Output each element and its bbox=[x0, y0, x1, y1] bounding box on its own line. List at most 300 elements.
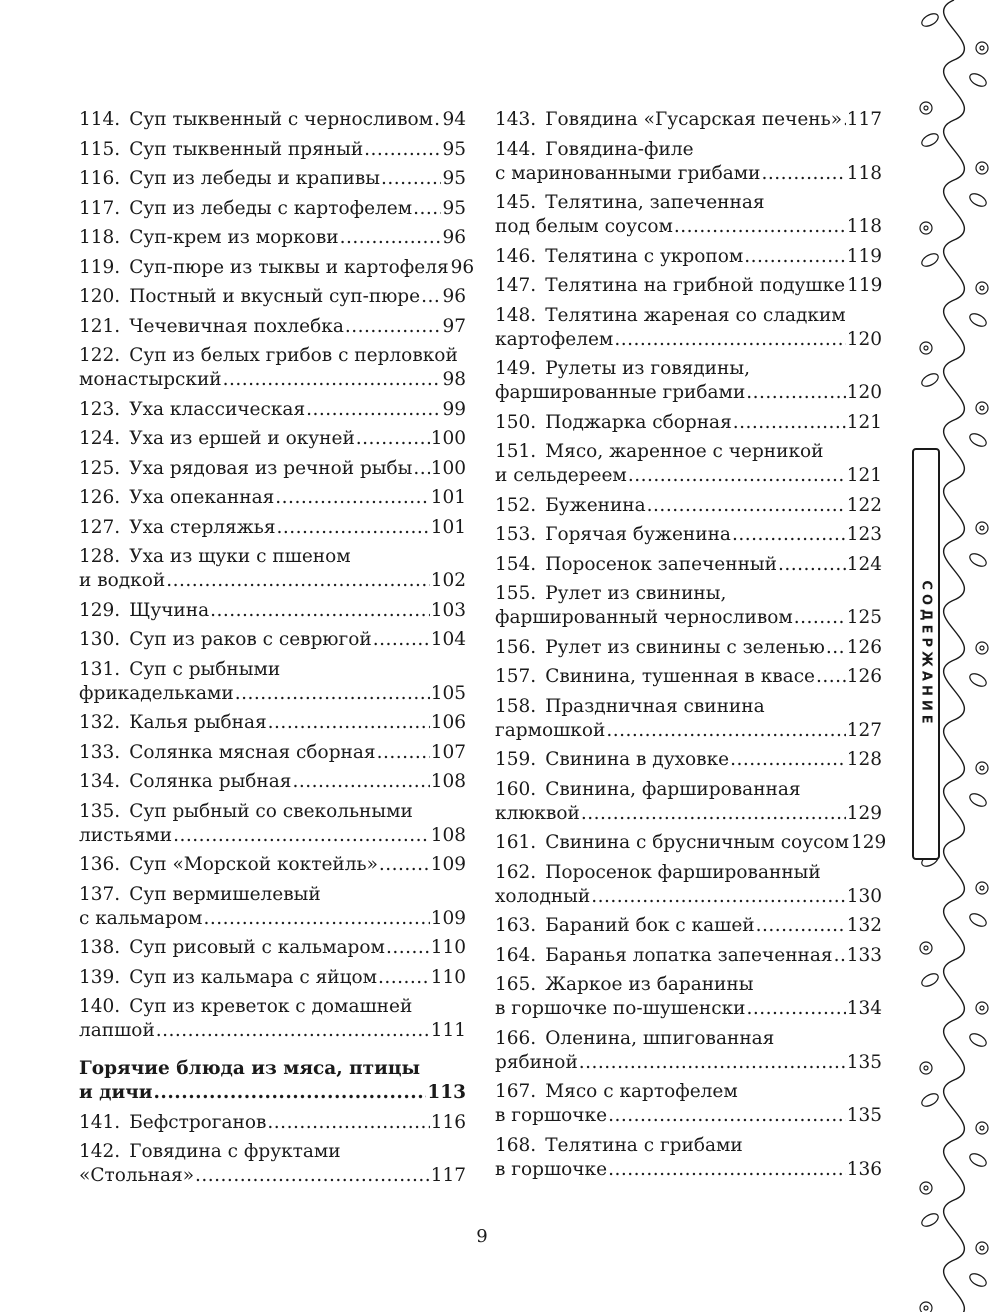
entry-title: Свинина с брусничным соусом bbox=[545, 832, 849, 853]
entry-title: Рулет из свинины с зеленью bbox=[545, 636, 825, 658]
toc-entry bbox=[79, 138, 466, 162]
entry-page: 95 bbox=[442, 168, 466, 189]
entry-page: 99 bbox=[442, 398, 466, 420]
dot-leader bbox=[223, 368, 442, 392]
toc-entry bbox=[495, 245, 882, 269]
entry-title: фаршированный черносливом bbox=[495, 607, 793, 628]
entry-number: 117. bbox=[79, 197, 121, 219]
toc-entry bbox=[79, 711, 466, 735]
entry-title: Мясо, жаренное с черникой bbox=[545, 441, 824, 462]
dot-leader bbox=[843, 108, 846, 132]
entry-number: 115. bbox=[79, 138, 121, 160]
dot-leader bbox=[195, 1164, 430, 1188]
dot-leader bbox=[413, 457, 429, 481]
entry-title: монастырский bbox=[79, 369, 222, 390]
entry-page: 96 bbox=[450, 256, 475, 278]
entry-number: 167. bbox=[495, 1081, 537, 1102]
entry-number: 138. bbox=[79, 937, 121, 958]
entry-page: 98 bbox=[442, 369, 466, 390]
entry-number: 123. bbox=[79, 398, 121, 420]
toc-entry bbox=[495, 1134, 882, 1182]
dot-leader bbox=[421, 285, 441, 309]
entry-number: 154. bbox=[495, 553, 537, 575]
entry-title: Поросенок фаршированный bbox=[545, 861, 821, 883]
entry-page: 118 bbox=[846, 216, 882, 237]
entry-page: 123 bbox=[846, 524, 882, 545]
entry-title: Суп из креветок с домашней bbox=[129, 996, 413, 1017]
entry-title: и водкой bbox=[79, 570, 166, 591]
toc-entry bbox=[495, 523, 882, 547]
entry-page: 119 bbox=[846, 245, 882, 267]
entry-page: 104 bbox=[430, 629, 466, 650]
dot-leader bbox=[267, 1111, 429, 1135]
toc-entry bbox=[79, 545, 466, 593]
entry-title: с кальмаром bbox=[79, 907, 203, 929]
entry-page: 134 bbox=[846, 998, 882, 1019]
entry-number: 129. bbox=[79, 599, 121, 621]
entry-number: 158. bbox=[495, 695, 537, 717]
section-tab-label: СОДЕРЖАНИЕ bbox=[918, 580, 934, 728]
entry-page: 126 bbox=[846, 666, 882, 687]
entry-title: гармошкой bbox=[495, 719, 606, 741]
dot-leader bbox=[826, 636, 846, 660]
entry-number: 159. bbox=[495, 749, 537, 770]
entry-title: Телятина с грибами bbox=[545, 1134, 743, 1156]
toc-entry bbox=[495, 861, 882, 909]
entry-title: Суп рисовый с кальмаром bbox=[129, 937, 385, 958]
toc-entry bbox=[79, 853, 466, 877]
toc-entry bbox=[79, 1111, 466, 1135]
entry-page: 94 bbox=[442, 109, 466, 130]
entry-number: 134. bbox=[79, 771, 121, 792]
entry-title: Уха рядовая из речной рыбы bbox=[129, 457, 413, 479]
dot-leader bbox=[210, 599, 430, 623]
toc-entry bbox=[495, 944, 882, 968]
entry-page: 111 bbox=[430, 1020, 466, 1041]
entry-page: 117 bbox=[430, 1165, 466, 1186]
entry-title: с маринованными грибами bbox=[495, 162, 761, 184]
entry-page: 100 bbox=[430, 457, 466, 479]
entry-title: Горячие блюда из мяса, птицы bbox=[79, 1058, 421, 1079]
entry-number: 136. bbox=[79, 854, 121, 875]
entry-page: 122 bbox=[846, 494, 882, 516]
toc-entry bbox=[495, 973, 882, 1021]
entry-page: 121 bbox=[846, 465, 882, 486]
entry-number: 125. bbox=[79, 457, 121, 479]
entry-page: 121 bbox=[846, 411, 882, 433]
entry-title: холодный bbox=[495, 885, 591, 907]
entry-title: лапшой bbox=[79, 1020, 155, 1041]
toc-entry bbox=[79, 226, 466, 250]
toc-entry bbox=[495, 191, 882, 239]
entry-number: 120. bbox=[79, 286, 121, 307]
dot-leader bbox=[581, 802, 846, 826]
entry-number: 132. bbox=[79, 712, 121, 733]
entry-page: 132 bbox=[846, 915, 882, 936]
toc-entry bbox=[495, 440, 882, 488]
entry-page: 126 bbox=[846, 636, 882, 658]
section-tab bbox=[912, 448, 940, 860]
entry-title: Свинина, фаршированная bbox=[545, 778, 801, 800]
dot-leader bbox=[608, 1158, 846, 1182]
dot-leader bbox=[647, 494, 846, 518]
entry-page: 95 bbox=[442, 138, 466, 160]
dot-leader bbox=[730, 748, 846, 772]
entry-title: Говядина с фруктами bbox=[129, 1141, 341, 1162]
entry-page: 108 bbox=[430, 824, 466, 846]
entry-title: и дичи bbox=[79, 1082, 153, 1103]
toc-entry bbox=[79, 883, 466, 931]
entry-title: Уха из щуки с пшеном bbox=[129, 546, 351, 567]
entry-title: Уха опеканная bbox=[129, 487, 275, 508]
toc-entry bbox=[79, 599, 466, 623]
entry-page: 106 bbox=[430, 712, 466, 733]
entry-number: 149. bbox=[495, 358, 537, 379]
toc-entry bbox=[495, 304, 882, 352]
toc-entry bbox=[79, 398, 466, 422]
entry-number: 164. bbox=[495, 944, 537, 966]
toc-entry bbox=[79, 516, 466, 540]
dot-leader bbox=[434, 108, 441, 132]
entry-page: 101 bbox=[430, 516, 466, 538]
entry-title: Жаркое из баранины bbox=[545, 974, 754, 995]
entry-title: Свинина, тушенная в квасе bbox=[545, 666, 816, 687]
entry-number: 130. bbox=[79, 629, 121, 650]
dot-leader bbox=[733, 411, 846, 435]
toc-entry bbox=[79, 658, 466, 706]
entry-number: 150. bbox=[495, 411, 537, 433]
toc-entry bbox=[495, 108, 882, 132]
toc-entry bbox=[495, 553, 882, 577]
entry-title: фрикадельками bbox=[79, 682, 234, 704]
entry-title: Суп-крем из моркови bbox=[129, 227, 339, 248]
entry-page: 102 bbox=[430, 570, 466, 591]
entry-number: 124. bbox=[79, 428, 121, 449]
dot-leader bbox=[345, 315, 442, 339]
dot-leader bbox=[614, 328, 845, 352]
entry-page: 119 bbox=[847, 275, 883, 296]
entry-title: Суп из лебеды с картофелем bbox=[129, 197, 413, 219]
dot-leader bbox=[173, 824, 430, 848]
dot-leader bbox=[746, 381, 845, 405]
toc-entry bbox=[79, 966, 466, 990]
entry-page: 117 bbox=[846, 109, 882, 130]
entry-title: Суп из кальмара с яйцом bbox=[129, 966, 378, 988]
entry-title: Говядина «Гусарская печень» bbox=[545, 109, 843, 130]
entry-number: 147. bbox=[495, 275, 537, 296]
entry-number: 141. bbox=[79, 1111, 121, 1133]
entry-page: 110 bbox=[430, 937, 466, 958]
dot-leader bbox=[166, 569, 430, 593]
entry-number: 137. bbox=[79, 883, 121, 905]
dot-leader bbox=[794, 606, 846, 630]
dot-leader bbox=[377, 741, 430, 765]
entry-title: Суп с рыбными bbox=[129, 658, 281, 680]
dot-leader bbox=[778, 553, 846, 577]
toc-entry bbox=[79, 936, 466, 960]
entry-title: в горшочке bbox=[495, 1105, 608, 1126]
entry-number: 153. bbox=[495, 524, 537, 545]
entry-page: 127 bbox=[846, 719, 882, 741]
toc-entry bbox=[495, 274, 882, 298]
entry-number: 166. bbox=[495, 1027, 537, 1049]
entry-page: 105 bbox=[430, 682, 466, 704]
entry-number: 119. bbox=[79, 256, 121, 278]
entry-page: 124 bbox=[846, 553, 882, 575]
entry-number: 151. bbox=[495, 441, 537, 462]
dot-leader bbox=[756, 914, 846, 938]
entry-page: 108 bbox=[430, 771, 466, 792]
dot-leader bbox=[591, 885, 845, 909]
entry-number: 162. bbox=[495, 861, 537, 883]
dot-leader bbox=[606, 719, 845, 743]
entry-title: Суп тыквенный с черносливом bbox=[129, 109, 434, 130]
dot-leader bbox=[732, 523, 846, 547]
entry-number: 122. bbox=[79, 345, 121, 366]
entry-number: 140. bbox=[79, 996, 121, 1017]
entry-title: Суп из белых грибов с перловкой bbox=[129, 345, 458, 366]
entry-number: 133. bbox=[79, 741, 121, 763]
entry-title: Суп-пюре из тыквы и картофеля bbox=[129, 256, 449, 278]
dot-leader bbox=[306, 398, 441, 422]
entry-number: 116. bbox=[79, 168, 121, 189]
entry-page: 133 bbox=[846, 944, 882, 966]
toc-entry bbox=[495, 1027, 882, 1075]
dot-leader bbox=[816, 665, 846, 689]
toc-entry bbox=[79, 800, 466, 848]
entry-title: фаршированные грибами bbox=[495, 382, 746, 403]
toc-entry bbox=[79, 741, 466, 765]
dot-leader bbox=[364, 138, 441, 162]
dot-leader bbox=[628, 464, 846, 488]
entry-title: Поросенок запеченный bbox=[545, 553, 777, 575]
entry-number: 114. bbox=[79, 109, 121, 130]
toc-entry bbox=[79, 457, 466, 481]
entry-title: Уха стерляжья bbox=[129, 516, 276, 538]
toc-entry bbox=[79, 256, 475, 280]
entry-number: 146. bbox=[495, 245, 537, 267]
dot-leader bbox=[378, 966, 430, 990]
entry-page: 109 bbox=[430, 907, 466, 929]
entry-title: Оленина, шпигованная bbox=[545, 1027, 775, 1049]
entry-number: 126. bbox=[79, 487, 121, 508]
entry-number: 118. bbox=[79, 227, 121, 248]
entry-title: Уха классическая bbox=[129, 398, 306, 420]
entry-title: в горшочке по-шушенски bbox=[495, 998, 746, 1019]
dot-leader bbox=[153, 1081, 426, 1105]
entry-number: 155. bbox=[495, 583, 537, 604]
entry-page: 135 bbox=[846, 1051, 882, 1073]
entry-title: Рулеты из говядины, bbox=[545, 358, 750, 379]
entry-page: 107 bbox=[430, 741, 466, 763]
entry-page: 116 bbox=[430, 1111, 466, 1133]
entry-page: 135 bbox=[846, 1105, 882, 1126]
toc-left-column bbox=[79, 108, 475, 1194]
entry-page: 100 bbox=[430, 428, 466, 449]
entry-number: 128. bbox=[79, 546, 121, 567]
dot-leader bbox=[268, 711, 430, 735]
toc-entry bbox=[79, 486, 466, 510]
dot-leader bbox=[386, 936, 430, 960]
entry-page: 118 bbox=[846, 162, 882, 184]
entry-page: 97 bbox=[442, 315, 466, 337]
entry-title: «Стольная» bbox=[79, 1165, 195, 1186]
dot-leader bbox=[379, 853, 430, 877]
entry-page: 129 bbox=[850, 832, 887, 853]
entry-page: 113 bbox=[427, 1082, 466, 1103]
entry-title: Суп из лебеды и крапивы bbox=[129, 168, 380, 189]
entry-number: 165. bbox=[495, 974, 537, 995]
dot-leader bbox=[292, 770, 429, 794]
dot-leader bbox=[340, 226, 442, 250]
entry-page: 125 bbox=[846, 607, 882, 628]
entry-title: Телятина на грибной подушке bbox=[545, 275, 846, 296]
entry-number: 127. bbox=[79, 516, 121, 538]
entry-title: Поджарка сборная bbox=[545, 411, 732, 433]
dot-leader bbox=[674, 215, 846, 239]
entry-title: Телятина, запеченная bbox=[545, 192, 765, 213]
entry-title: Чечевичная похлебка bbox=[129, 315, 344, 337]
entry-title: Буженина bbox=[545, 494, 646, 516]
entry-title: Баранья лопатка запеченная bbox=[545, 944, 833, 966]
entry-title: Рулет из свинины, bbox=[545, 583, 727, 604]
entry-number: 168. bbox=[495, 1134, 537, 1156]
entry-title: Телятина с укропом bbox=[545, 245, 744, 267]
section-heading bbox=[79, 1057, 466, 1105]
entry-title: картофелем bbox=[495, 328, 614, 350]
toc-entry bbox=[79, 995, 466, 1043]
toc-entry bbox=[495, 778, 882, 826]
entry-page: 130 bbox=[846, 885, 882, 907]
entry-number: 163. bbox=[495, 915, 537, 936]
entry-page: 120 bbox=[846, 328, 882, 350]
entry-page: 103 bbox=[430, 599, 466, 621]
entry-title: Уха из ершей и окуней bbox=[129, 428, 355, 449]
entry-title: Суп тыквенный пряный bbox=[129, 138, 364, 160]
toc-entry bbox=[79, 628, 466, 652]
toc-entry bbox=[79, 315, 466, 339]
entry-title: Суп вермишелевый bbox=[129, 883, 321, 905]
dot-leader bbox=[356, 427, 430, 451]
dot-leader bbox=[746, 997, 845, 1021]
entry-title: Бефстроганов bbox=[129, 1111, 267, 1133]
entry-title: под белым соусом bbox=[495, 216, 673, 237]
entry-title: Бараний бок с кашей bbox=[545, 915, 755, 936]
entry-number: 160. bbox=[495, 778, 537, 800]
toc-entry bbox=[79, 1140, 466, 1188]
entry-number: 121. bbox=[79, 315, 121, 337]
entry-page: 129 bbox=[846, 802, 882, 824]
toc-entry bbox=[495, 582, 882, 630]
toc-entry bbox=[79, 427, 466, 451]
toc-entry bbox=[79, 108, 466, 132]
entry-title: Калья рыбная bbox=[129, 712, 267, 733]
toc-entry bbox=[495, 411, 882, 435]
entry-number: 143. bbox=[495, 109, 537, 130]
dot-leader bbox=[275, 486, 429, 510]
entry-number: 161. bbox=[495, 832, 537, 853]
toc-entry bbox=[495, 636, 882, 660]
entry-number: 142. bbox=[79, 1141, 121, 1162]
entry-title: Праздничная свинина bbox=[545, 695, 765, 717]
dot-leader bbox=[762, 162, 846, 186]
dot-leader bbox=[381, 167, 441, 191]
entry-page: 101 bbox=[430, 487, 466, 508]
dot-leader bbox=[203, 907, 429, 931]
dot-leader bbox=[277, 516, 430, 540]
dot-leader bbox=[235, 682, 430, 706]
toc-entry bbox=[495, 695, 882, 743]
toc-entry bbox=[495, 665, 882, 689]
entry-number: 135. bbox=[79, 800, 121, 822]
dot-leader bbox=[413, 197, 441, 221]
entry-number: 152. bbox=[495, 494, 537, 516]
entry-title: Солянка рыбная bbox=[129, 771, 292, 792]
entry-page: 96 bbox=[442, 227, 466, 248]
entry-page: 120 bbox=[846, 382, 882, 403]
toc-entry bbox=[79, 167, 466, 191]
entry-page: 96 bbox=[442, 286, 466, 307]
toc-entry bbox=[495, 357, 882, 405]
toc-entry bbox=[495, 494, 882, 518]
entry-title: Суп «Морской коктейль» bbox=[129, 854, 378, 875]
dot-leader bbox=[834, 944, 846, 968]
entry-number: 156. bbox=[495, 636, 537, 658]
entry-title: и сельдереем bbox=[495, 465, 627, 486]
toc-entry bbox=[79, 197, 466, 221]
entry-title: Постный и вкусный суп-пюре bbox=[129, 286, 421, 307]
dot-leader bbox=[156, 1019, 430, 1043]
entry-page: 136 bbox=[846, 1158, 882, 1180]
entry-title: Говядина-филе bbox=[545, 138, 694, 160]
entry-title: Горячая буженина bbox=[545, 524, 731, 545]
dot-leader bbox=[608, 1104, 846, 1128]
toc-right-column bbox=[495, 108, 887, 1187]
entry-title: Мясо с картофелем bbox=[545, 1081, 738, 1102]
entry-number: 139. bbox=[79, 966, 121, 988]
dot-leader bbox=[744, 245, 845, 269]
toc-entry bbox=[495, 1080, 882, 1128]
entry-number: 144. bbox=[495, 138, 537, 160]
entry-title: рябиной bbox=[495, 1051, 578, 1073]
toc-entry bbox=[79, 285, 466, 309]
entry-title: Телятина жареная со сладким bbox=[545, 304, 846, 326]
entry-number: 157. bbox=[495, 666, 537, 687]
entry-page: 109 bbox=[430, 854, 466, 875]
entry-title: Свинина в духовке bbox=[545, 749, 730, 770]
toc-entry bbox=[495, 831, 887, 855]
toc-entry bbox=[495, 748, 882, 772]
entry-title: в горшочке bbox=[495, 1158, 608, 1180]
entry-title: Суп из раков с севрюгой bbox=[129, 629, 372, 650]
toc-entry bbox=[495, 914, 882, 938]
entry-title: листьями bbox=[79, 824, 173, 846]
dot-leader bbox=[579, 1051, 846, 1075]
entry-number: 148. bbox=[495, 304, 537, 326]
entry-title: клюквой bbox=[495, 802, 580, 824]
toc-entry bbox=[79, 344, 466, 392]
toc-entry bbox=[79, 770, 466, 794]
entry-page: 128 bbox=[846, 749, 882, 770]
entry-number: 131. bbox=[79, 658, 121, 680]
entry-number: 145. bbox=[495, 192, 537, 213]
entry-title: Щучина bbox=[129, 599, 210, 621]
dot-leader bbox=[373, 628, 430, 652]
toc-entry bbox=[495, 138, 882, 186]
entry-page: 110 bbox=[430, 966, 466, 988]
entry-page: 95 bbox=[442, 197, 466, 219]
entry-title: Суп рыбный со свекольными bbox=[129, 800, 413, 822]
